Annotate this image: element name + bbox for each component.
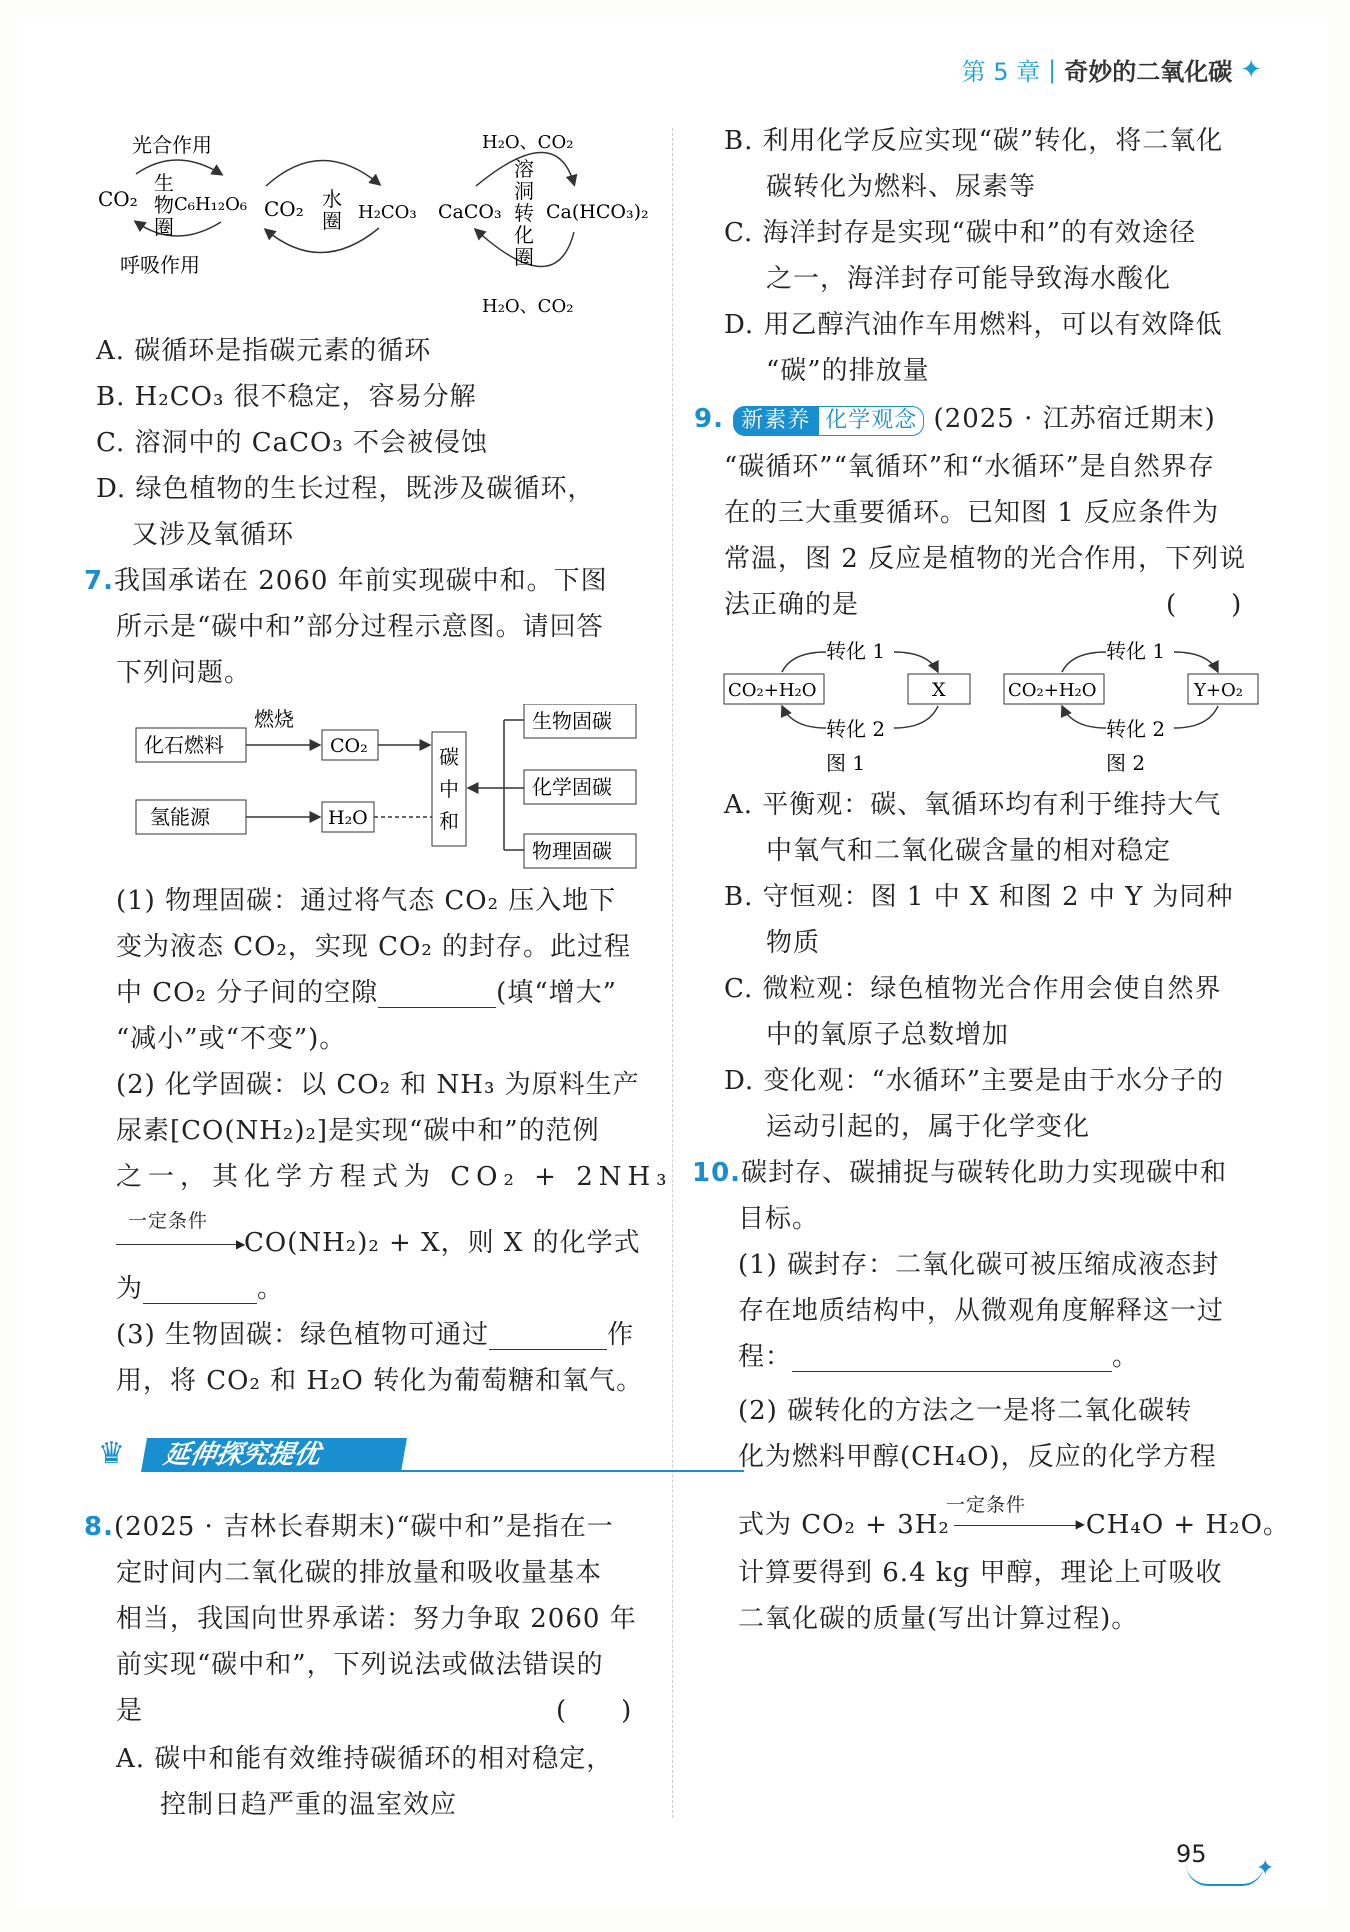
- bio-arc-top: [136, 160, 221, 174]
- q9-line1: [694, 404, 1216, 436]
- q9-stem-4: 法正确的是: [724, 590, 860, 620]
- q9-option-b-line1: B. 守恒观：图 1 中 X 和图 2 中 Y 为同种: [724, 882, 1234, 912]
- q8-line1: [84, 1512, 614, 1542]
- respiration-label: 呼吸作用: [120, 253, 200, 277]
- q9-option-d-line1: D. 变化观：“水循环”主要是由于水分子的: [724, 1066, 1225, 1096]
- q8-option-b-line1: B. 利用化学反应实现“碳”转化，将二氧化: [724, 126, 1224, 156]
- q8-answer-paren[interactable]: ( ): [556, 1696, 633, 1726]
- h2o-box-label: H₂O: [328, 807, 368, 829]
- q10-part1-post: 。: [1112, 1342, 1140, 1372]
- q7-part3-pre: (3) 生物固碳：绿色植物可通过: [116, 1320, 490, 1350]
- q8-stem-1: (2025 · 吉林长春期末)“碳中和”是指在一: [113, 1512, 614, 1542]
- q9-stem-3: 常温，图 2 反应是植物的光合作用，下列说: [724, 544, 1247, 574]
- fig2-left-label: CO₂+H₂O: [1008, 680, 1097, 701]
- q8-option-c-line2: 之一，海洋封存可能导致海水酸化: [766, 264, 1172, 294]
- q10-stem-1: 碳封存、碳捕捉与碳转化助力实现碳中和: [741, 1158, 1228, 1188]
- q7-part1-line4: “减小”或“不变”)。: [116, 1024, 347, 1054]
- phys-fixation-label: 物理固碳: [532, 839, 612, 863]
- q10-stem-2: 目标。: [738, 1204, 820, 1234]
- q9-stem-1: “碳循环”“氧循环”和“水循环”是自然界存: [724, 452, 1215, 482]
- q8-stem-2: 定时间内二氧化碳的排放量和吸收量基本: [116, 1558, 603, 1588]
- fig2-caption: 图 2: [1106, 751, 1146, 775]
- q7-reaction-arrow: [116, 1244, 242, 1245]
- q8-option-d-line1: D. 用乙醇汽油作车用燃料，可以有效降低: [724, 310, 1223, 340]
- fig2-right-label: Y+O₂: [1194, 680, 1243, 701]
- photosynthesis-label: 光合作用: [132, 133, 212, 157]
- q8-option-d-line2: “碳”的排放量: [766, 356, 930, 386]
- q10-part1-line3: [738, 1342, 1139, 1372]
- q7-answer-blank-2[interactable]: [143, 1279, 257, 1304]
- q7-part2-pre: 为: [116, 1274, 144, 1304]
- q10-reaction-arrow: [950, 1513, 1086, 1533]
- q10-part2-line4: 计算要得到 6.4 kg 甲醇，理论上可吸收: [738, 1558, 1223, 1588]
- q8-option-c-line1: C. 海洋封存是实现“碳中和”的有效途径: [724, 218, 1197, 248]
- q6-option-b: B. H₂CO₃ 很不稳定，容易分解: [96, 382, 477, 412]
- carbon-neutral-char-3: 和: [439, 809, 459, 833]
- carbon-neutral-diagram: [132, 704, 642, 882]
- q7-part1-post: (填“增大”: [496, 978, 617, 1008]
- fig1-transform2-label: 转化 2: [826, 717, 886, 741]
- caco3-label: CaCO₃: [438, 201, 502, 223]
- glucose-label: C₆H₁₂O₆: [174, 194, 248, 215]
- carbon-neutral-char-1: 碳: [439, 745, 459, 769]
- cave-circle-char-5: 圈: [514, 245, 534, 269]
- q6-option-d-line1: D. 绿色植物的生长过程，既涉及碳循环，: [96, 474, 595, 504]
- q7-part1-line3: [116, 978, 617, 1008]
- co2-box-label: CO₂: [330, 735, 368, 757]
- q9-option-c-line2: 中的氧原子总数增加: [766, 1020, 1010, 1050]
- q9-option-d-line2: 运动引起的，属于化学变化: [766, 1112, 1091, 1142]
- q7-condition-label: 一定条件: [128, 1210, 209, 1232]
- fig1-caption: 图 1: [826, 751, 866, 775]
- page-number: 95: [1176, 1840, 1207, 1868]
- cave-bottom-label: H₂O、CO₂: [482, 296, 574, 317]
- chem-fixation-label: 化学固碳: [532, 775, 612, 799]
- water-circle-char-1: 水: [322, 187, 342, 211]
- cave-circle-char-4: 化: [514, 223, 534, 247]
- q10-line1: [692, 1158, 1227, 1188]
- chem-concept-badge: 化学观念: [818, 406, 924, 436]
- q7-answer-blank-3[interactable]: [489, 1325, 607, 1350]
- cave-circle-char-3: 转: [514, 201, 534, 225]
- q7-arrowhead-icon: ▶: [236, 1237, 246, 1251]
- page-header: [962, 52, 1262, 87]
- hydrogen-label: 氢能源: [150, 805, 210, 829]
- q9-stem-2: 在的三大重要循环。已知图 1 反应条件为: [724, 498, 1220, 528]
- q6-option-a: A. 碳循环是指碳元素的循环: [96, 336, 432, 366]
- water-arc-top: [266, 160, 379, 186]
- q9-number: 9.: [694, 404, 724, 434]
- section-header: [94, 1432, 654, 1476]
- q6-option-d-line2: 又涉及氧循环: [132, 520, 295, 550]
- q9-option-b-line2: 物质: [766, 928, 821, 958]
- fig1-transform1-label: 转化 1: [826, 639, 886, 663]
- q9-option-a-line1: A. 平衡观：碳、氧循环均有利于维持大气: [724, 790, 1222, 820]
- section-title: 延伸探究提优: [141, 1438, 407, 1472]
- carbon-cycle-diagram: [96, 126, 676, 322]
- carbon-neutral-char-2: 中: [439, 777, 459, 801]
- bio-circle-char-1: 生: [154, 171, 174, 195]
- section-underline: [394, 1470, 744, 1472]
- co2-label-water: CO₂: [264, 197, 304, 221]
- new-literacy-badge: 新素养: [733, 406, 818, 436]
- water-circle-char-2: 圈: [322, 209, 342, 233]
- fig1-left-label: CO₂+H₂O: [728, 680, 817, 701]
- fig2-transform1-label: 转化 1: [1106, 639, 1166, 663]
- q10-equation-right: CH₄O + H₂O。: [1085, 1510, 1290, 1540]
- q10-part2-line1: (2) 碳转化的方法之一是将二氧化碳转: [738, 1396, 1193, 1426]
- q8-number: 8.: [84, 1512, 114, 1542]
- bio-fixation-label: 生物固碳: [532, 709, 612, 733]
- q8-stem-3: 相当，我国向世界承诺：努力争取 2060 年: [116, 1604, 637, 1634]
- q9-figures: [722, 632, 1262, 780]
- q9-option-a-line2: 中氧气和二氧化碳含量的相对稳定: [766, 836, 1172, 866]
- fig1-right-label: X: [932, 679, 946, 701]
- q7-stem-3: 下列问题。: [116, 658, 252, 688]
- q7-part1-pre: 中 CO₂ 分子间的空隙: [116, 978, 379, 1008]
- fossil-fuel-label: 化石燃料: [144, 733, 224, 757]
- column-divider: [672, 128, 674, 1818]
- q7-number: 7.: [84, 566, 114, 596]
- q8-stem-5: 是: [116, 1696, 144, 1726]
- star-icon: ✦: [1240, 54, 1262, 85]
- q10-part2-line5: 二氧化碳的质量(写出计算过程)。: [738, 1604, 1139, 1634]
- q8-option-a-line1: A. 碳中和能有效维持碳循环的相对稳定，: [116, 1744, 614, 1774]
- cahco3-label: Ca(HCO₃)₂: [546, 201, 649, 223]
- bio-arc-bottom: [136, 222, 221, 236]
- q7-part2-line5: [116, 1274, 284, 1304]
- q7-stem-2: 所示是“碳中和”部分过程示意图。请回答: [116, 612, 604, 642]
- q7-answer-blank-1[interactable]: [378, 983, 496, 1008]
- fig2-transform2-label: 转化 2: [1106, 717, 1166, 741]
- q7-part2-line3: 之一，其化学方程式为 CO₂ + 2NH₃: [116, 1162, 673, 1192]
- q7-part3-line2: 用，将 CO₂ 和 H₂O 转化为葡萄糖和氧气。: [116, 1366, 644, 1396]
- q10-condition-label: 一定条件: [946, 1494, 1027, 1516]
- q9-option-c-line1: C. 微粒观：绿色植物光合作用会使自然界: [724, 974, 1222, 1004]
- bio-circle-char-3: 圈: [154, 215, 174, 239]
- q7-part3-line1: [116, 1320, 634, 1350]
- trophy-icon: ♛: [98, 1436, 125, 1471]
- q10-part2-line2: 化为燃料甲醇(CH₄O)，反应的化学方程: [738, 1442, 1217, 1472]
- q9-answer-paren[interactable]: ( ): [1166, 590, 1243, 620]
- q8-option-a-line2: 控制日趋严重的温室效应: [160, 1790, 458, 1820]
- q7-part1-line1: (1) 物理固碳：通过将气态 CO₂ 压入地下: [116, 886, 617, 916]
- q7-part2-line2: 尿素[CO(NH₂)₂]是实现“碳中和”的范例: [116, 1116, 600, 1146]
- q10-answer-blank[interactable]: [792, 1347, 1112, 1372]
- cave-top-label: H₂O、CO₂: [482, 132, 574, 153]
- page-star-icon: ✦: [1256, 1856, 1275, 1881]
- q9-source: (2025 · 江苏宿迁期末): [933, 404, 1216, 434]
- chapter-label: 第 5 章: [961, 58, 1041, 86]
- q10-part1-line1: (1) 碳封存：二氧化碳可被压缩成液态封: [738, 1250, 1220, 1280]
- q10-part1-pre: 程：: [738, 1342, 793, 1372]
- cave-circle-char-2: 洞: [514, 179, 534, 203]
- chapter-title: 奇妙的二氧化碳: [1064, 58, 1233, 86]
- q7-part2-line4: CO(NH₂)₂ + X，则 X 的化学式: [244, 1228, 641, 1258]
- page-number-arc: [1186, 1864, 1264, 1886]
- q7-part2-line1: (2) 化学固碳：以 CO₂ 和 NH₃ 为原料生产: [116, 1070, 640, 1100]
- q10-part1-line2: 存在地质结构中，从微观角度解释这一过: [738, 1296, 1225, 1326]
- q8-option-b-line2: 碳转化为燃料、尿素等: [766, 172, 1037, 202]
- h2co3-label: H₂CO₃: [358, 202, 417, 223]
- q7-part1-line2: 变为液态 CO₂，实现 CO₂ 的封存。此过程: [116, 932, 632, 962]
- header-separator: |: [1048, 55, 1057, 84]
- q10-equation-left: 式为 CO₂ + 3H₂: [738, 1510, 950, 1540]
- q6-option-c: C. 溶洞中的 CaCO₃ 不会被侵蚀: [96, 428, 489, 458]
- q8-stem-4: 前实现“碳中和”，下列说法或做法错误的: [116, 1650, 604, 1680]
- q10-part2-line3: [738, 1510, 1290, 1540]
- bio-circle-char-2: 物: [154, 193, 174, 217]
- q7-stem-1: 我国承诺在 2060 年前实现碳中和。下图: [113, 566, 608, 596]
- q10-arrowhead-icon: ▶: [1075, 1517, 1086, 1531]
- cave-circle-char-1: 溶: [514, 157, 534, 181]
- burn-label: 燃烧: [254, 707, 294, 731]
- q10-number: 10.: [692, 1158, 742, 1188]
- q7-line1: [84, 566, 608, 596]
- co2-label-bio: CO₂: [98, 187, 138, 211]
- q7-part2-post: 。: [257, 1274, 285, 1304]
- q7-part3-post: 作: [607, 1320, 635, 1350]
